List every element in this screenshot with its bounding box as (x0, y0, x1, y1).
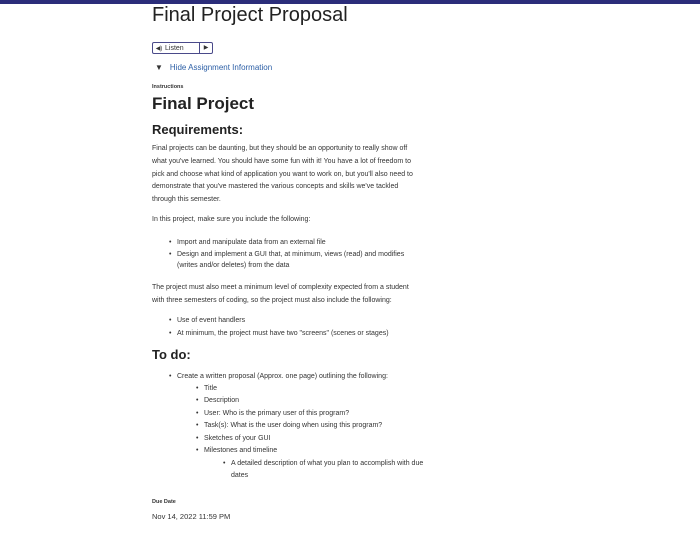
listen-label: Listen (165, 44, 184, 52)
paragraph-line: demonstrate that you've mastered the various concepts and skills we've tackled (152, 183, 399, 191)
list-item: • Design and implement a GUI that, at minimum, views (read) and modifies (169, 249, 404, 261)
include-list (169, 237, 404, 272)
assignment-heading: Final Project (152, 94, 255, 113)
list-item (169, 371, 423, 483)
list-item: • Import and manipulate data from an external file (169, 237, 404, 249)
paragraph-line: The project must also meet a minimum level of complexity expected from a student (152, 284, 409, 291)
list-item: • Title (196, 383, 423, 396)
page-title: Final Project Proposal (152, 4, 348, 26)
paragraph-line: Final projects can be daunting, but they should be an opportunity to really show off (152, 145, 408, 152)
list-item: • Sketches of your GUI (196, 433, 423, 446)
speaker-icon: ◀︎) (155, 45, 163, 52)
list-item: • At minimum, the project must have two "screens" (scenes or stages) (169, 328, 389, 341)
todo-list (169, 371, 423, 483)
list-item: • Description (196, 395, 423, 408)
intro-paragraph (152, 143, 413, 207)
list-item (196, 445, 423, 483)
paragraph-line: with three semesters of coding, so the project must also include the following: (152, 296, 392, 304)
paragraph-line: In this project, make sure you include the following: (152, 216, 311, 223)
list-item: • Use of event handlers (169, 315, 389, 328)
instructions-label: Instructions (152, 84, 184, 90)
todo-heading: To do: (152, 347, 191, 362)
list-item (223, 458, 423, 483)
milestone-detail-list (204, 458, 423, 483)
toggle-label[interactable]: Hide Assignment Information (169, 63, 273, 72)
hide-assignment-info-toggle[interactable] (155, 63, 272, 72)
list-item-line: dates (231, 472, 249, 479)
play-icon[interactable]: ▶ (199, 43, 212, 53)
complexity-paragraph (152, 282, 409, 308)
list-item-continuation (169, 260, 404, 272)
todo-item-text: Create a written proposal (Approx. one page) outlining the following: (177, 373, 388, 380)
listen-button[interactable] (152, 42, 213, 54)
caret-down-icon: ▼ (155, 63, 163, 72)
list-item: • User: Who is the primary user of this program? (196, 408, 423, 421)
include-intro (152, 214, 310, 227)
list-item-line: • A detailed description of what you plan to accomplish with due (231, 459, 424, 467)
paragraph-line: what you've learned. You should have some fun with it! You have a lot of freedom to (152, 157, 411, 165)
complexity-list (169, 315, 389, 340)
top-accent-bar (0, 0, 700, 4)
due-date-value: Nov 14, 2022 11:59 PM (152, 512, 231, 521)
list-item-text: (writes and/or deletes) from the data (177, 262, 290, 269)
due-date-label: Due Date (152, 499, 176, 505)
list-item-text: Milestones and timeline (204, 447, 278, 454)
list-item: • Task(s): What is the user doing when using this program? (196, 420, 423, 433)
paragraph-line: pick and choose what kind of application you want to work on, but you'll also need to (152, 170, 413, 178)
paragraph-line: through this semester. (152, 196, 221, 204)
requirements-heading: Requirements: (152, 122, 244, 137)
proposal-items-list (177, 383, 423, 483)
